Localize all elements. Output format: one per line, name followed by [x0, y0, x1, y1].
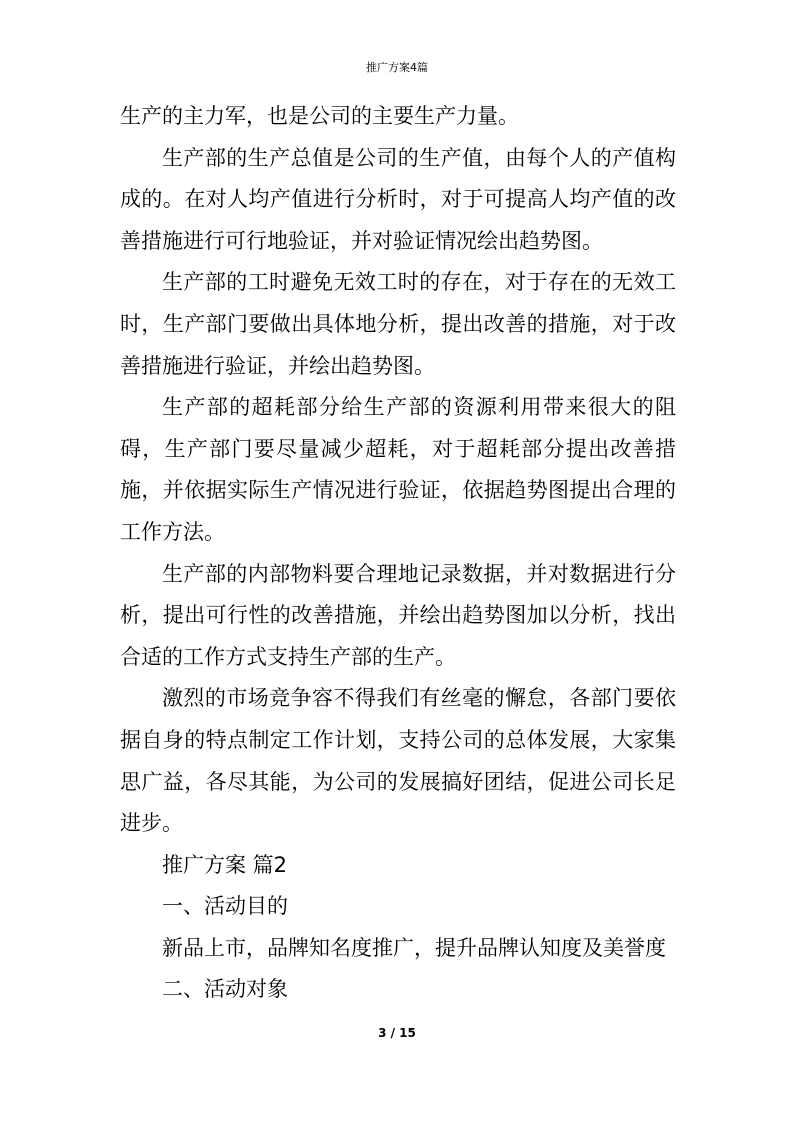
paragraph-overconsumption: 生产部的超耗部分给生产部的资源利用带来很大的阻碍，生产部门要尽量减少超耗，对于超耗部分提出改善措施，并依据实际生产情况进行验证，依据趋势图提出合理的工作方法。: [120, 395, 676, 544]
page-header: 推广方案4篇: [366, 61, 428, 74]
paragraph-market-competition: 激烈的市场竞争容不得我们有丝毫的懈怠，各部门要依据自身的特点制定工作计划，支持公司的总体发展，大家集思广益，各尽其能，为公司的发展搞好团结，促进公司长足进步。: [120, 686, 676, 836]
paragraph-activity-purpose: 新品上市，品牌知名度推广，提升品牌认知度及美誉度: [162, 935, 666, 960]
paragraph-internal-materials: 生产部的内部物料要合理地记录数据，并对数据进行分析，提出可行性的改善措施，并绘出趋势图加以分析，找出合适的工作方式支持生产部的生产。: [120, 561, 676, 669]
paragraph-continuation: 生产的主力军，也是公司的主要生产力量。: [120, 104, 519, 128]
paragraph-working-hours: 生产部的工时避免无效工时的存在，对于存在的无效工时，生产部门要做出具体地分析，提出改善的措施，对于改善措施进行验证，并绘出趋势图。: [120, 270, 676, 378]
section-heading-plan-2: 推广方案 篇2: [162, 852, 288, 877]
document-body: [120, 96, 676, 1011]
paragraph-production-value: 生产部的生产总值是公司的生产值，由每个人的产值构成的。在对人均产值进行分析时，对于可提高人均产值的改善措施进行可行地验证，并对验证情况绘出趋势图。: [120, 145, 676, 253]
page-number: 3 / 15: [378, 1026, 416, 1040]
subheading-activity-purpose: 一、活动目的: [162, 894, 288, 919]
subheading-activity-target: 二、活动对象: [162, 977, 288, 1002]
